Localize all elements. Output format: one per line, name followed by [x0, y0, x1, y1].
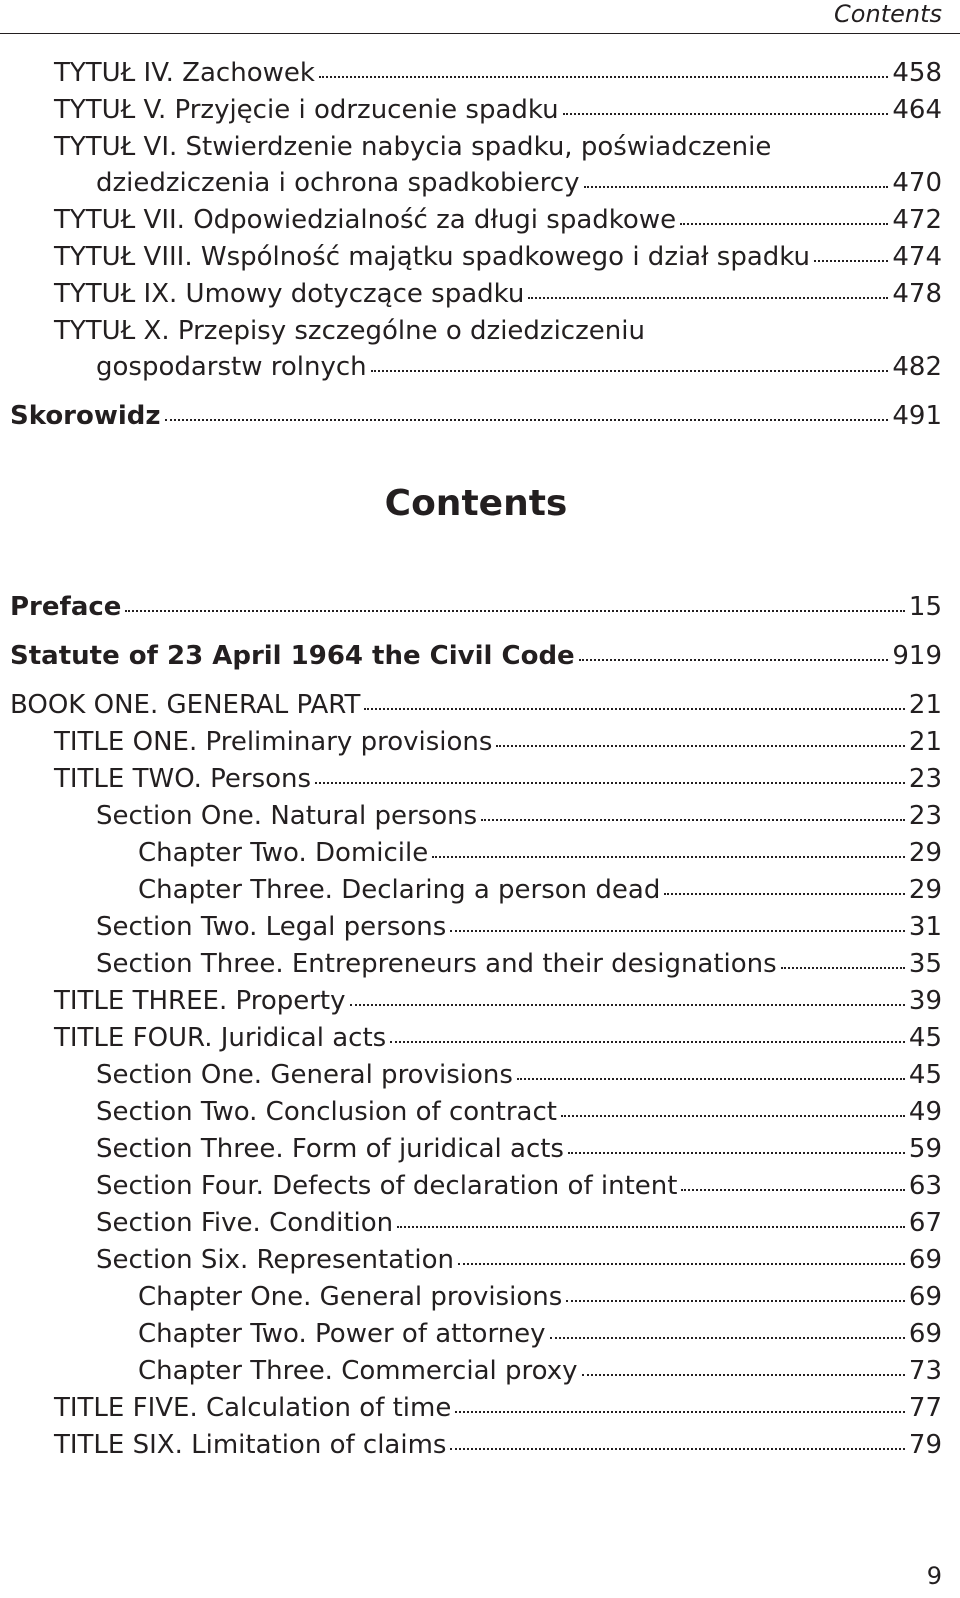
entry-page: 79 [908, 1430, 942, 1460]
entry-title: Chapter Three. Commercial proxy [138, 1356, 578, 1386]
entry-page: 67 [908, 1208, 942, 1238]
entry-page: 29 [908, 875, 942, 905]
toc-entry[interactable] [10, 242, 942, 279]
table-of-contents [10, 58, 942, 1467]
entry-title-line1: TYTUŁ VI. Stwierdzenie nabycia spadku, poświadczenie [54, 132, 772, 162]
dot-leader [579, 659, 889, 661]
polish-toc-list [10, 58, 942, 389]
entry-page: 23 [908, 801, 942, 831]
dot-leader [584, 186, 889, 188]
dot-leader [458, 1263, 905, 1265]
entry-page: 472 [892, 205, 942, 235]
dot-leader [528, 297, 888, 299]
toc-entry[interactable] [10, 912, 942, 949]
dot-leader [680, 223, 888, 225]
entry-page: 77 [908, 1393, 942, 1423]
toc-entry[interactable] [10, 690, 942, 727]
toc-entry[interactable] [10, 1097, 942, 1134]
dot-leader [397, 1226, 905, 1228]
toc-entry[interactable] [10, 1393, 942, 1430]
entry-title: BOOK ONE. GENERAL PART [10, 690, 361, 720]
entry-title: Section Two. Conclusion of contract [96, 1097, 557, 1127]
entry-title: TYTUŁ VII. Odpowiedzialność za długi spadkowe [54, 205, 677, 235]
dot-leader [781, 967, 905, 969]
dot-leader [681, 1189, 904, 1191]
dot-leader [568, 1152, 905, 1154]
toc-entry[interactable] [10, 1282, 942, 1319]
statute-entry[interactable] [10, 641, 942, 678]
toc-entry[interactable] [10, 352, 942, 389]
toc-entry[interactable] [10, 838, 942, 875]
toc-entry[interactable] [10, 168, 942, 205]
dot-leader [319, 76, 888, 78]
entry-title: Section Four. Defects of declaration of intent [96, 1171, 678, 1201]
dot-leader [496, 745, 904, 747]
entry-title: Section Five. Condition [96, 1208, 394, 1238]
skorowidz-entry[interactable] [10, 401, 942, 438]
running-head: Contents [834, 0, 942, 28]
toc-entry[interactable] [10, 1319, 942, 1356]
toc-entry[interactable] [10, 949, 942, 986]
toc-entry[interactable] [10, 986, 942, 1023]
entry-title: TITLE SIX. Limitation of claims [54, 1430, 447, 1460]
entry-title: Skorowidz [10, 401, 161, 431]
dot-leader [390, 1041, 905, 1043]
dot-leader [450, 1448, 904, 1450]
entry-page: 474 [892, 242, 942, 272]
entry-page: 29 [908, 838, 942, 868]
entry-title: Preface [10, 592, 122, 622]
entry-page: 470 [892, 168, 942, 198]
dot-leader [350, 1004, 905, 1006]
entry-page: 21 [908, 727, 942, 757]
dot-leader [481, 819, 905, 821]
entry-page: 39 [908, 986, 942, 1016]
toc-entry[interactable] [10, 279, 942, 316]
entry-title: Chapter Two. Domicile [138, 838, 429, 868]
toc-entry[interactable] [10, 1356, 942, 1393]
dot-leader [455, 1411, 905, 1413]
entry-title: TYTUŁ V. Przyjęcie i odrzucenie spadku [54, 95, 559, 125]
toc-entry[interactable] [10, 1430, 942, 1467]
contents-heading: Contents [384, 483, 568, 524]
entry-title: Section One. Natural persons [96, 801, 478, 831]
entry-page: 45 [908, 1060, 942, 1090]
toc-entry[interactable] [10, 58, 942, 95]
toc-entry[interactable] [10, 1023, 942, 1060]
dot-leader [315, 782, 905, 784]
entry-title: TYTUŁ VIII. Wspólność majątku spadkowego i dział spadku [54, 242, 810, 272]
dot-leader [371, 370, 889, 372]
entry-title: Section One. General provisions [96, 1060, 513, 1090]
header-rule [0, 33, 960, 34]
dot-leader [664, 893, 905, 895]
toc-entry[interactable] [10, 1208, 942, 1245]
entry-title: Section Three. Entrepreneurs and their designations [96, 949, 777, 979]
entry-page: 23 [908, 764, 942, 794]
dot-leader [561, 1115, 905, 1117]
dot-leader [582, 1374, 905, 1376]
dot-leader [517, 1078, 905, 1080]
entry-title: TITLE FOUR. Juridical acts [54, 1023, 387, 1053]
entry-page: 59 [908, 1134, 942, 1164]
toc-entry-line [10, 132, 942, 168]
entry-title: Section Two. Legal persons [96, 912, 447, 942]
toc-entry[interactable] [10, 1134, 942, 1171]
toc-entry[interactable] [10, 1245, 942, 1282]
entry-page: 482 [892, 352, 942, 382]
toc-entry[interactable] [10, 801, 942, 838]
entry-page: 458 [892, 58, 942, 88]
preface-entry[interactable] [10, 592, 942, 629]
entry-title: TYTUŁ IV. Zachowek [54, 58, 315, 88]
entry-title: Chapter Two. Power of attorney [138, 1319, 546, 1349]
entry-page: 21 [908, 690, 942, 720]
dot-leader [563, 113, 889, 115]
entry-title: TITLE FIVE. Calculation of time [54, 1393, 452, 1423]
dot-leader [165, 419, 889, 421]
toc-entry[interactable] [10, 1171, 942, 1208]
entry-page: 491 [892, 401, 942, 431]
entry-page: 49 [908, 1097, 942, 1127]
dot-leader [450, 930, 905, 932]
dot-leader [566, 1300, 905, 1302]
entry-title-line1: TYTUŁ X. Przepisy szczególne o dziedziczeniu [54, 316, 645, 346]
entry-title: TITLE TWO. Persons [54, 764, 312, 794]
entry-page: 15 [908, 592, 942, 622]
toc-entry[interactable] [10, 875, 942, 912]
entry-page: 69 [908, 1282, 942, 1312]
entry-page: 31 [908, 912, 942, 942]
entry-page: 69 [908, 1245, 942, 1275]
dot-leader [814, 260, 888, 262]
toc-entry[interactable] [10, 205, 942, 242]
entry-title: gospodarstw rolnych [96, 352, 367, 382]
entry-page: 69 [908, 1319, 942, 1349]
entry-title: dziedziczenia i ochrona spadkobiercy [96, 168, 580, 198]
entry-title: Chapter One. General provisions [138, 1282, 563, 1312]
toc-entry[interactable] [10, 95, 942, 132]
dot-leader [550, 1337, 905, 1339]
entry-page: 63 [908, 1171, 942, 1201]
entry-title: Statute of 23 April 1964 the Civil Code [10, 641, 575, 671]
entry-title: Section Three. Form of juridical acts [96, 1134, 564, 1164]
dot-leader [125, 610, 904, 612]
page-number: 9 [926, 1562, 942, 1590]
english-toc-list [10, 690, 942, 1467]
entry-page: 35 [908, 949, 942, 979]
entry-page: 45 [908, 1023, 942, 1053]
dot-leader [364, 708, 905, 710]
dot-leader [432, 856, 905, 858]
entry-title: TITLE THREE. Property [54, 986, 346, 1016]
entry-title: Chapter Three. Declaring a person dead [138, 875, 661, 905]
entry-title: TITLE ONE. Preliminary provisions [54, 727, 493, 757]
entry-title: TYTUŁ IX. Umowy dotyczące spadku [54, 279, 525, 309]
entry-page: 464 [892, 95, 942, 125]
entry-title: Section Six. Representation [96, 1245, 454, 1275]
toc-entry-line [10, 316, 942, 352]
toc-entry[interactable] [10, 1060, 942, 1097]
entry-page: 919 [892, 641, 942, 671]
entry-page: 73 [908, 1356, 942, 1386]
toc-entry[interactable] [10, 727, 942, 764]
toc-entry[interactable] [10, 764, 942, 801]
entry-page: 478 [892, 279, 942, 309]
